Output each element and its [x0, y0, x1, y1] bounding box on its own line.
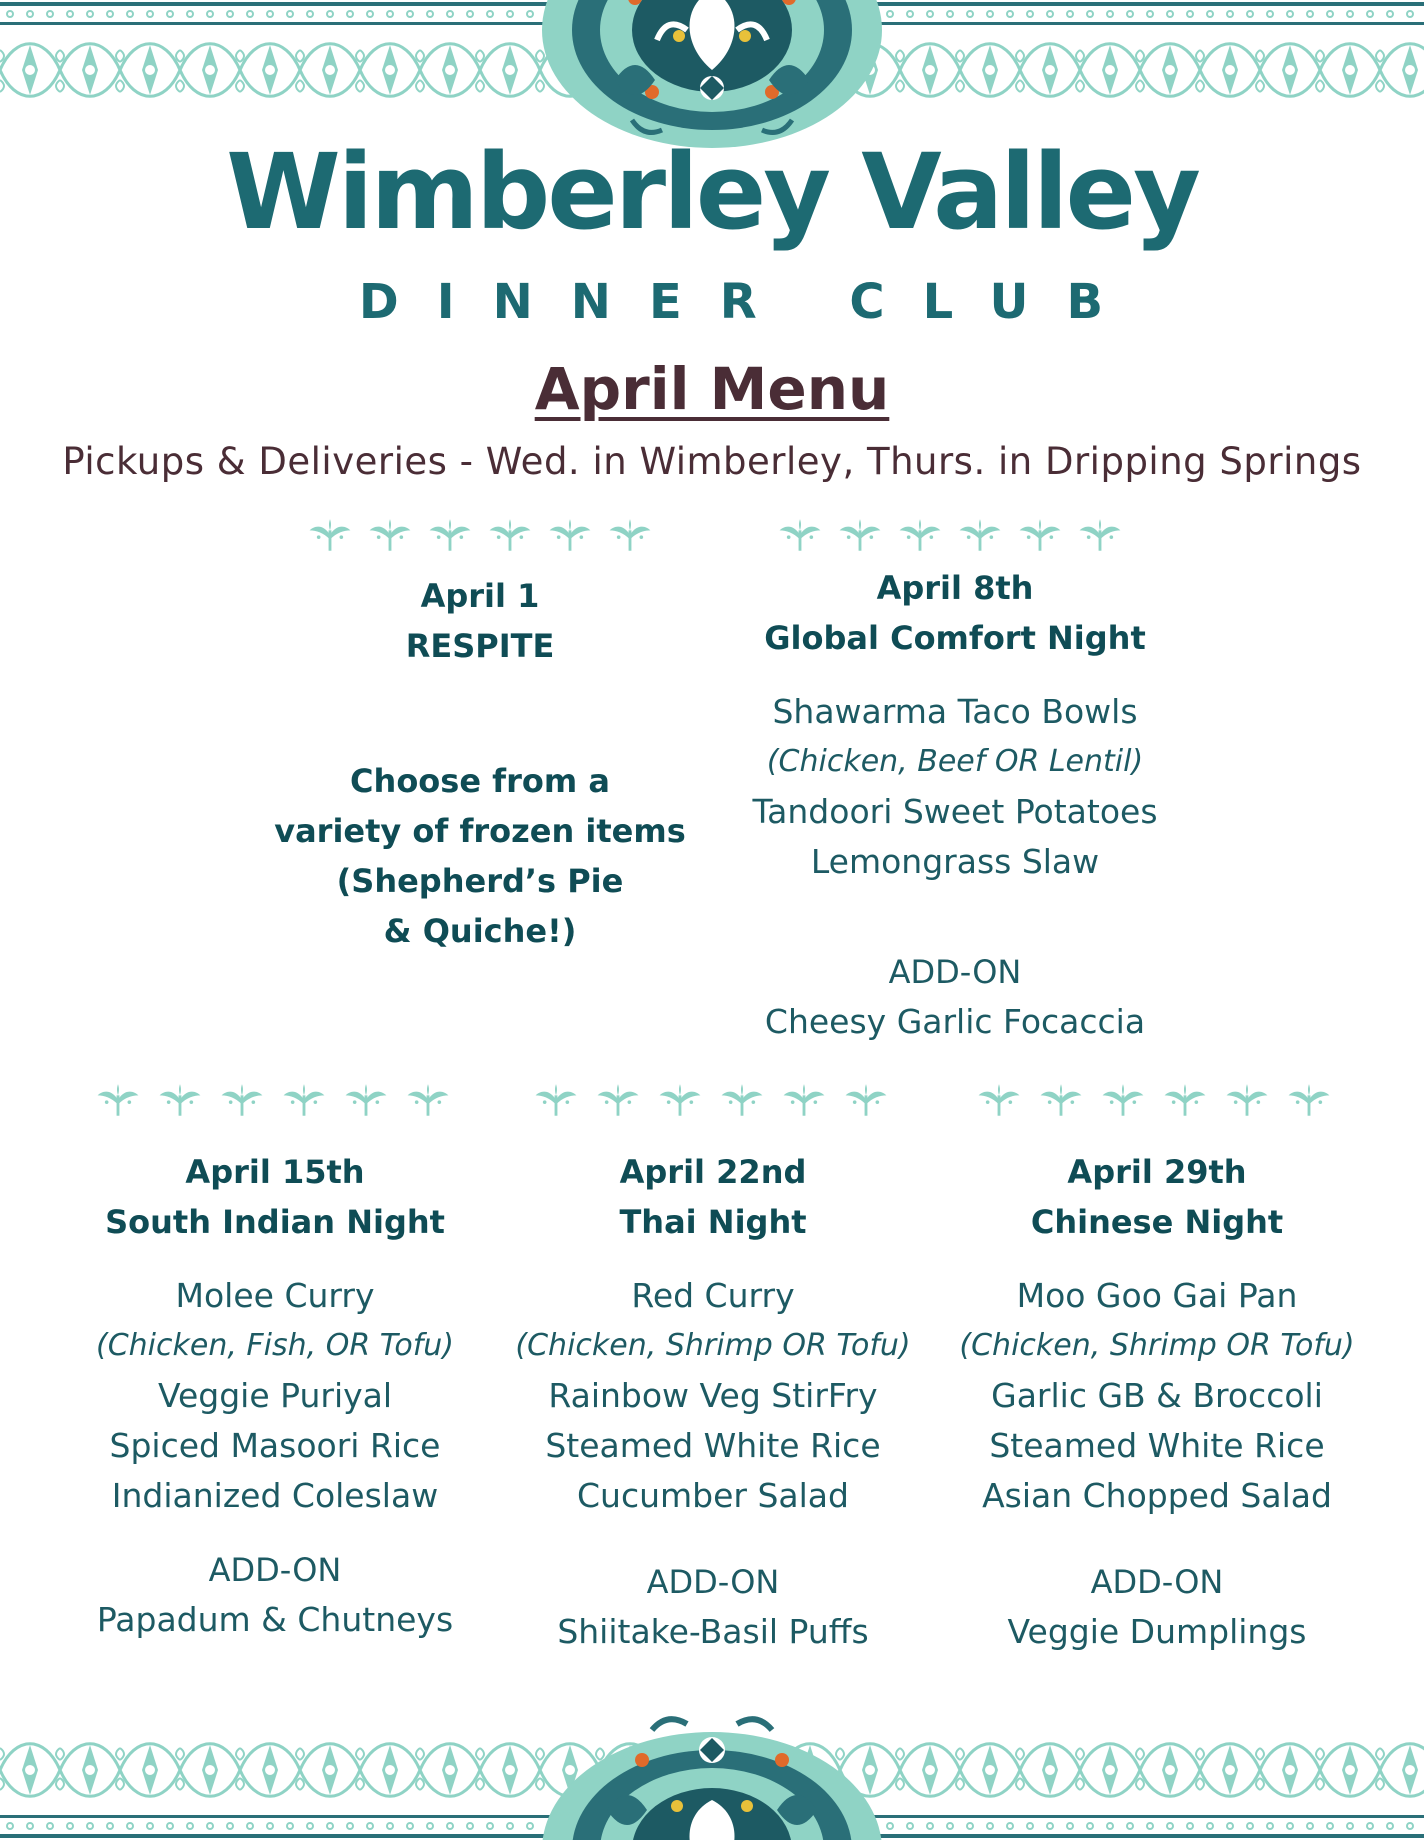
main-dish: Moo Goo Gai Pan	[1016, 1276, 1298, 1315]
note-line: (Shepherd’s Pie	[336, 862, 624, 900]
menu-title: April Menu	[534, 355, 890, 423]
side-dish: Garlic GB & Broccoli	[991, 1376, 1323, 1415]
addon-item: Shiitake-Basil Puffs	[557, 1612, 869, 1651]
week-date: April 15th	[185, 1153, 365, 1191]
addon-label: ADD-ON	[208, 1551, 342, 1589]
addon-label: ADD-ON	[888, 953, 1022, 991]
sprig-divider	[968, 1080, 1340, 1120]
week-april-29	[932, 1147, 1382, 1657]
side-dish: Steamed White Rice	[545, 1426, 881, 1465]
brand-name: Wimberley Valley	[226, 131, 1198, 253]
side-dish: Cucumber Salad	[577, 1476, 849, 1515]
week-april-8	[700, 563, 1210, 1047]
addon-item: Cheesy Garlic Focaccia	[764, 1002, 1146, 1041]
side-dish: Veggie Puriyal	[157, 1376, 393, 1415]
main-dish: Molee Curry	[175, 1276, 375, 1315]
sprig-divider	[525, 1080, 897, 1120]
week-april-22	[488, 1147, 938, 1657]
side-dish: Steamed White Rice	[989, 1426, 1325, 1465]
main-dish: Shawarma Taco Bowls	[772, 692, 1138, 731]
week-theme: South Indian Night	[105, 1203, 445, 1241]
week-theme: Chinese Night	[1030, 1203, 1284, 1241]
sprig-divider	[87, 1080, 459, 1120]
protein-options: (Chicken, Beef OR Lentil)	[766, 744, 1144, 779]
week-theme: Global Comfort Night	[764, 619, 1146, 657]
addon-label: ADD-ON	[1090, 1563, 1224, 1601]
addon-item: Papadum & Chutneys	[96, 1600, 454, 1639]
side-dish: Spiced Masoori Rice	[109, 1426, 441, 1465]
side-dish: Asian Chopped Salad	[982, 1476, 1332, 1515]
week-april-1	[230, 571, 730, 956]
top-medallion-ornament	[537, 0, 887, 150]
week-date: April 8th	[876, 569, 1034, 607]
protein-options: (Chicken, Fish, OR Tofu)	[96, 1328, 454, 1363]
week-date: April 29th	[1067, 1153, 1247, 1191]
week-date: April 1	[420, 577, 540, 615]
side-dish: Tandoori Sweet Potatoes	[752, 792, 1158, 831]
addon-item: Veggie Dumplings	[1007, 1612, 1307, 1651]
sprig-divider	[770, 515, 1130, 555]
main-dish: Red Curry	[631, 1276, 795, 1315]
protein-options: (Chicken, Shrimp OR Tofu)	[515, 1328, 911, 1363]
addon-label: ADD-ON	[646, 1563, 780, 1601]
sprig-divider	[300, 515, 660, 555]
note-line: Choose from a	[350, 762, 610, 800]
side-dish: Lemongrass Slaw	[810, 842, 1100, 881]
side-dish: Indianized Coleslaw	[111, 1476, 439, 1515]
week-april-15	[50, 1147, 500, 1645]
note-line: & Quiche!)	[383, 912, 577, 950]
menu-subtitle: Pickups & Deliveries - Wed. in Wimberley, Thurs. in Dripping Springs	[62, 440, 1362, 483]
week-theme: RESPITE	[405, 627, 555, 665]
note-line: variety of frozen items	[274, 812, 686, 850]
side-dish: Rainbow Veg StirFry	[548, 1376, 878, 1415]
week-date: April 22nd	[619, 1153, 807, 1191]
week-theme: Thai Night	[619, 1203, 807, 1241]
brand-tagline: DINNER CLUB	[358, 274, 1142, 330]
bottom-medallion-ornament	[537, 1690, 887, 1840]
protein-options: (Chicken, Shrimp OR Tofu)	[959, 1328, 1355, 1363]
